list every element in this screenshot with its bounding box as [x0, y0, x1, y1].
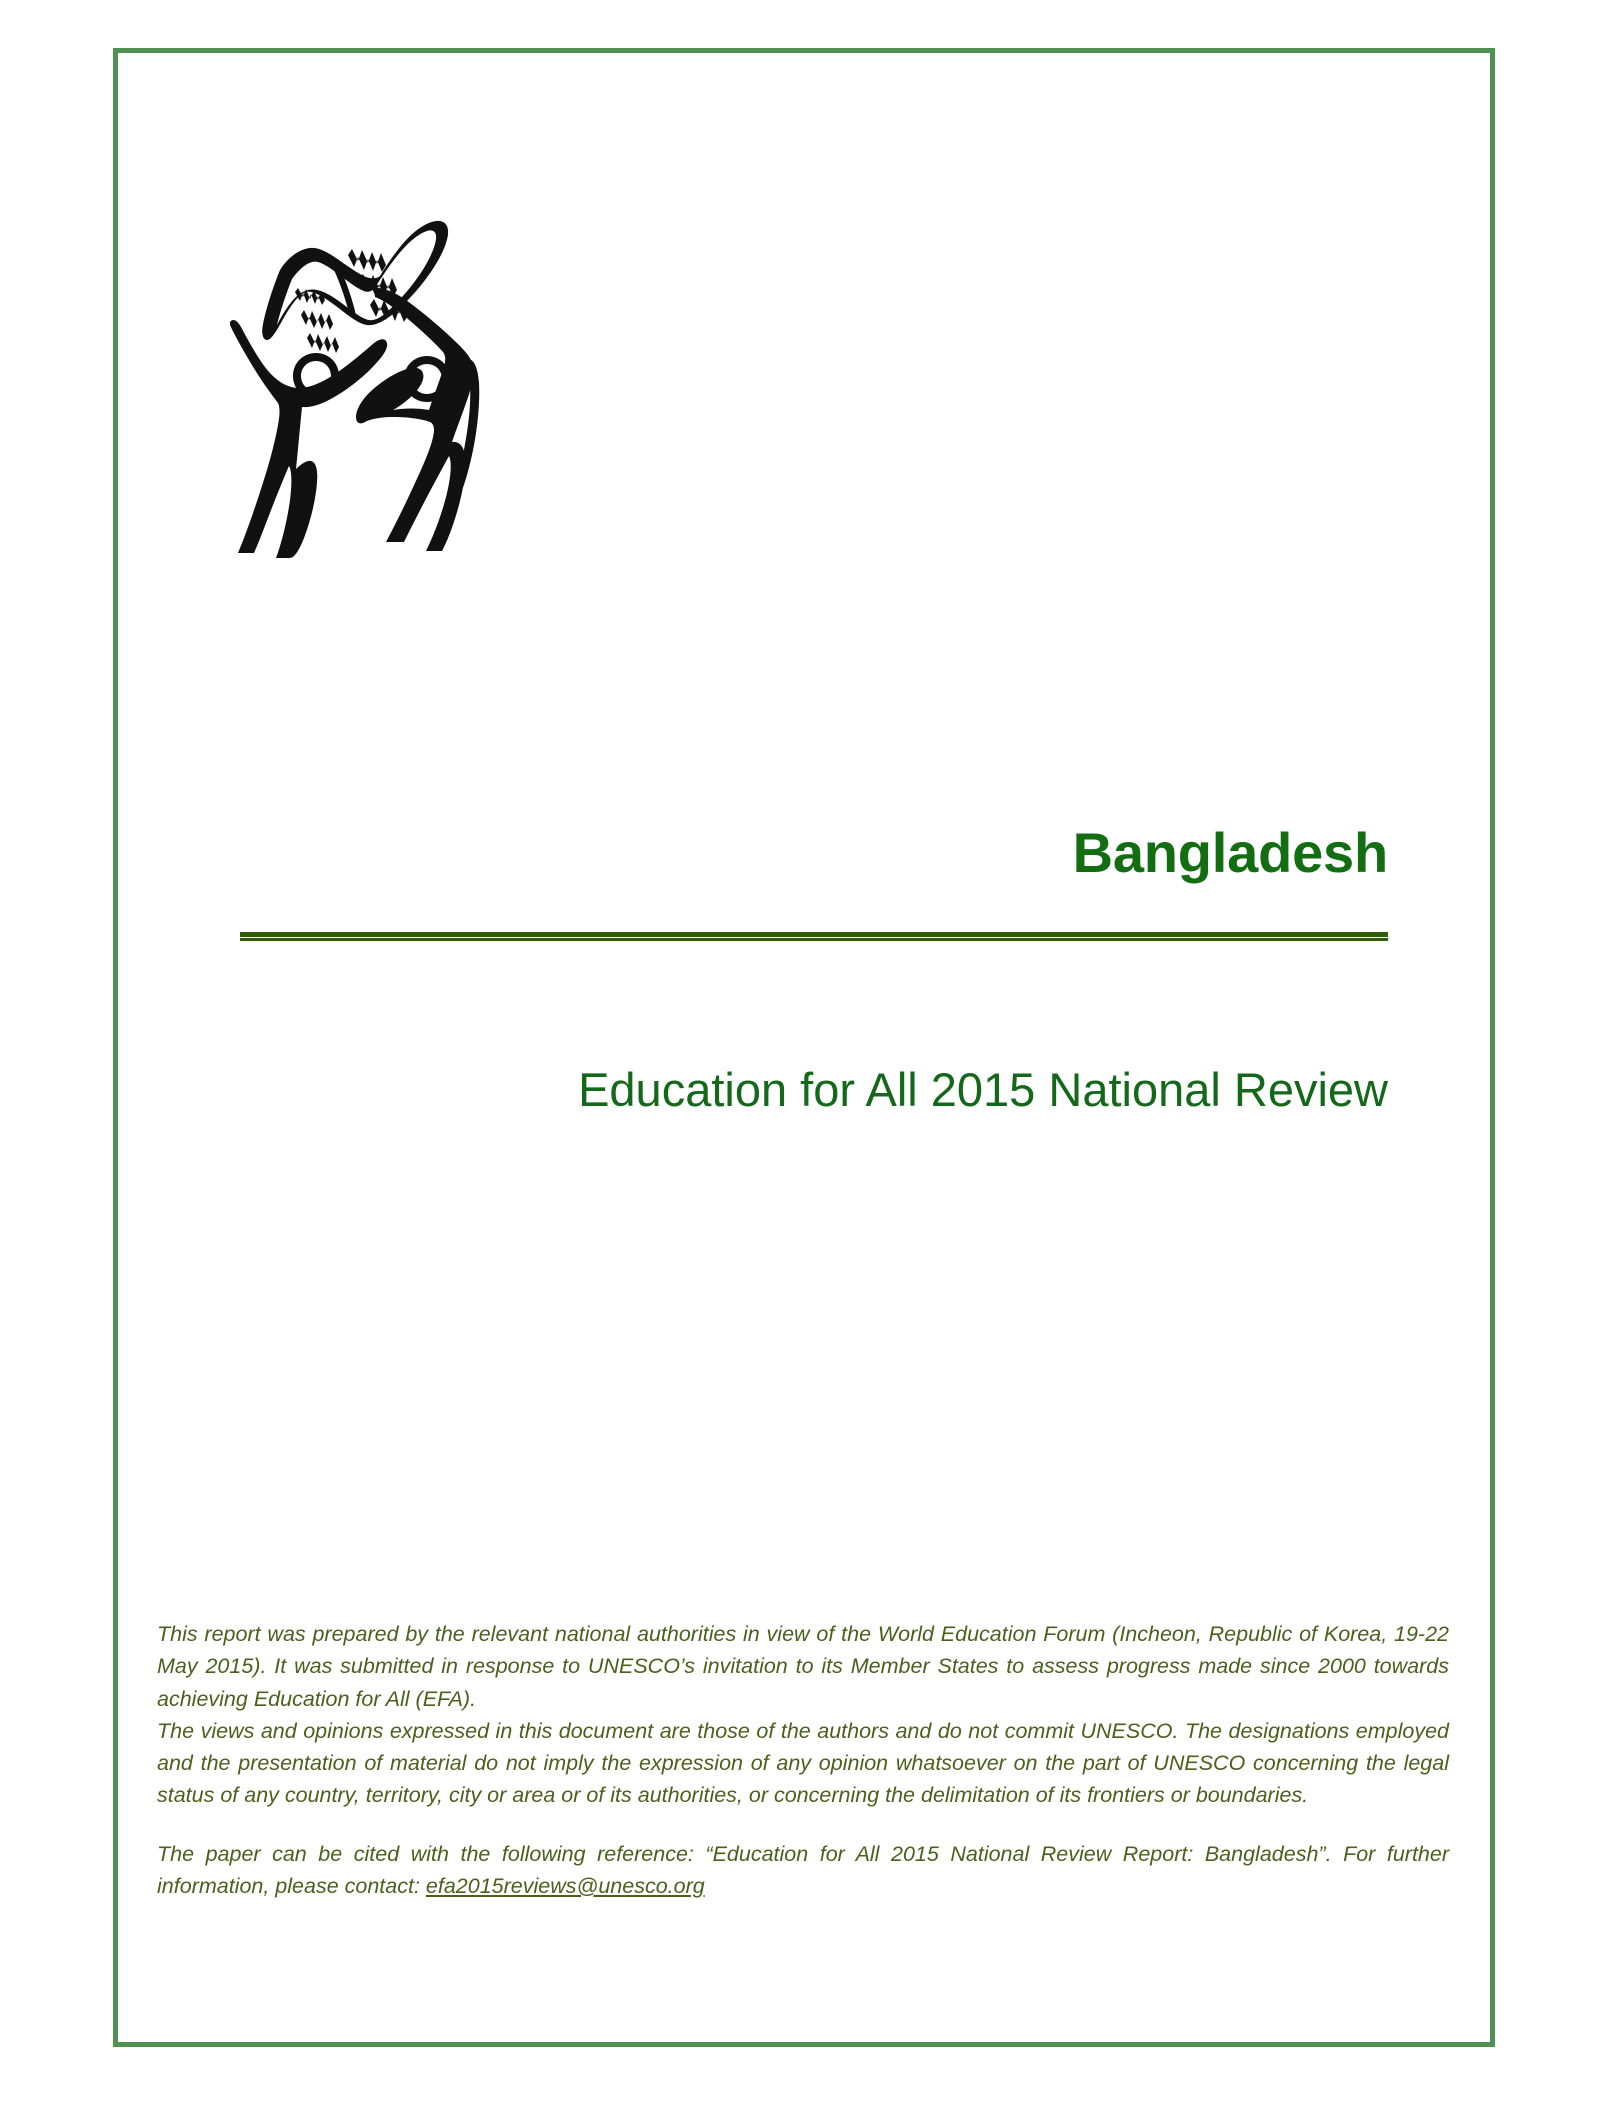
disclaimer-paragraph-2: The views and opinions expressed in this document are those of the authors and do not commit UNESCO. The designations employed and the presentation of material do not imply the expression of any opinion whatsoever on the part of UNESCO concerning the legal status of any country, territory, city or area or of its authorities, or concerning the delimitation of its frontiers or boundaries.	[157, 1718, 1449, 1808]
page-subtitle: Education for All 2015 National Review	[578, 1063, 1388, 1116]
paragraph-spacer	[157, 1812, 1449, 1838]
divider-thin-line	[240, 938, 1388, 941]
contact-email-link[interactable]: efa2015reviews@unesco.org	[425, 1873, 705, 1898]
efa-logo-icon	[222, 148, 512, 558]
education-for-all-logo	[222, 148, 512, 558]
title-divider	[240, 932, 1388, 941]
footer-disclaimer	[157, 1618, 1449, 1902]
page-title: Bangladesh	[1072, 821, 1388, 884]
disclaimer-paragraph-1: This report was prepared by the relevant national authorities in view of the World Education Forum (Incheon, Republic of Korea, 19-22 May 2015). It was submitted in response to UNESCO’s invitation to its Member States to assess progress made since 2000 towards achieving Education for All (EFA).	[157, 1622, 1449, 1711]
title-block	[240, 820, 1388, 886]
citation-paragraph	[157, 1838, 1449, 1903]
subtitle-block	[240, 1062, 1388, 1118]
citation-text: The paper can be cited with the following reference: “Education for All 2015 National Review Report: Bangladesh”. For further information, please contact:	[157, 1841, 1449, 1898]
